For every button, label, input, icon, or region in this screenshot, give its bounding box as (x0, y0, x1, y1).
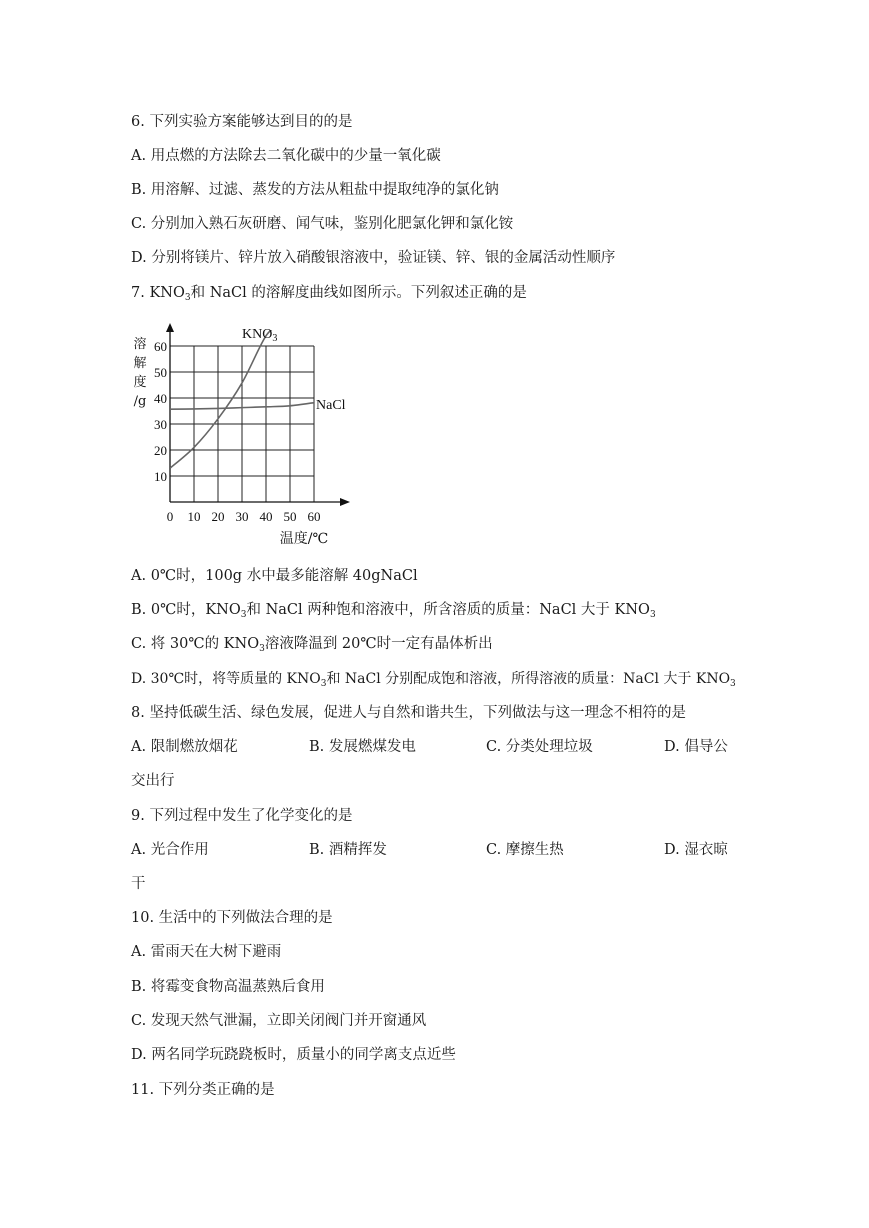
y-tick-label: 30 (154, 417, 167, 432)
x-axis-arrow (340, 498, 350, 506)
x-tick-label: 50 (283, 509, 297, 524)
q6-option-c: C. 分别加入熟石灰研磨、闻气味，鉴别化肥氯化钾和氯化铵 (131, 216, 514, 232)
q7-stem-pre: 7. KNO (131, 285, 185, 301)
q10-stem: 10. 生活中的下列做法合理的是 (131, 910, 333, 926)
q10-option-b: B. 将霉变食物高温蒸熟后食用 (131, 979, 325, 995)
q6-option-d: D. 分别将镁片、锌片放入硝酸银溶液中，验证镁、锌、银的金属活动性顺序 (131, 250, 616, 266)
q10-option-a: A. 雷雨天在大树下避雨 (131, 944, 282, 960)
x-tick-label: 20 (211, 509, 225, 524)
q7-option-b (131, 600, 656, 625)
y-tick-label: 10 (154, 469, 167, 484)
q7-b-pre: B. 0℃时，KNO (131, 602, 241, 618)
q8-stem: 8. 坚持低碳生活、绿色发展，促进人与自然和谐共生，下列做法与这一理念不相符的是 (131, 705, 686, 721)
q8-option-c: C. 分类处理垃圾 (486, 739, 593, 755)
y-axis-arrow (166, 323, 174, 332)
y-tick-label: 50 (154, 365, 167, 380)
q6-option-b: B. 用溶解、过滤、蒸发的方法从粗盐中提取纯净的氯化钠 (131, 182, 499, 198)
x-tick-label: 60 (307, 509, 321, 524)
kno3-label: $KNO_3$ (242, 327, 278, 344)
q7-b-sub2: 3 (649, 610, 656, 620)
q11-stem: 11. 下列分类正确的是 (131, 1082, 275, 1098)
y-tick-label: 20 (154, 443, 167, 458)
q7-stem-post: 和 NaCl 的溶解度曲线如图所示。下列叙述正确的是 (190, 285, 527, 301)
q7-option-d (131, 669, 736, 694)
q9-option-d: D. 湿衣晾 (664, 842, 728, 858)
q9-option-c: C. 摩擦生热 (486, 842, 564, 858)
q7-option-a: A. 0℃时，100g 水中最多能溶解 40gNaCl (131, 568, 418, 584)
q8-option-d: D. 倡导公 (664, 739, 728, 755)
y-tick-label: 60 (154, 339, 167, 354)
x-tick-label: 30 (235, 509, 249, 524)
q8-option-d-continued: 交出行 (131, 773, 175, 789)
solubility-chart (128, 322, 368, 552)
q7-b-mid: 和 NaCl 两种饱和溶液中，所含溶质的质量：NaCl 大于 KNO (246, 602, 650, 618)
x-tick-label: 40 (259, 509, 273, 524)
y-axis-label-char: 解 (133, 356, 147, 371)
q8-option-a: A. 限制燃放烟花 (131, 739, 238, 755)
q7-d-sub2: 3 (730, 679, 736, 689)
x-axis-label: 温度/℃ (279, 531, 329, 547)
q9-stem: 9. 下列过程中发生了化学变化的是 (131, 808, 353, 824)
q7-d-pre: D. 30℃时，将等质量的 KNO (131, 671, 321, 687)
q7-c-post: 溶液降温到 20℃时一定有晶体析出 (264, 636, 493, 652)
q6-stem: 6. 下列实验方案能够达到目的的是 (131, 114, 353, 130)
q8-option-b: B. 发展燃煤发电 (309, 739, 416, 755)
y-axis-label-char: /g (133, 394, 147, 409)
y-axis-label-char: 溶 (133, 337, 147, 352)
q7-stem (131, 283, 527, 308)
q9-option-b: B. 酒精挥发 (309, 842, 387, 858)
x-tick-label: 10 (187, 509, 201, 524)
q7-c-pre: C. 将 30℃的 KNO (131, 636, 260, 652)
q10-option-d: D. 两名同学玩跷跷板时，质量小的同学离支点近些 (131, 1047, 456, 1063)
q7-d-mid: 和 NaCl 分别配成饱和溶液，所得溶液的质量：NaCl 大于 KNO (326, 671, 731, 687)
q7-stem-sub: 3 (184, 293, 191, 303)
q9-option-d-continued: 干 (131, 876, 146, 892)
q10-option-c: C. 发现天然气泄漏，立即关闭阀门并开窗通风 (131, 1013, 427, 1029)
q7-c-sub: 3 (259, 644, 265, 654)
x-tick-label: 0 (166, 509, 174, 524)
q6-option-a: A. 用点燃的方法除去二氧化碳中的少量一氧化碳 (131, 148, 441, 164)
q7-option-c (131, 634, 493, 659)
q7-b-sub: 3 (240, 610, 247, 620)
nacl-label: NaCl (316, 398, 346, 413)
q7-d-sub: 3 (320, 679, 327, 689)
y-axis-label-char: 度 (133, 375, 147, 390)
y-tick-label: 40 (154, 391, 167, 406)
kno3-curve (170, 325, 280, 468)
q9-option-a: A. 光合作用 (131, 842, 209, 858)
